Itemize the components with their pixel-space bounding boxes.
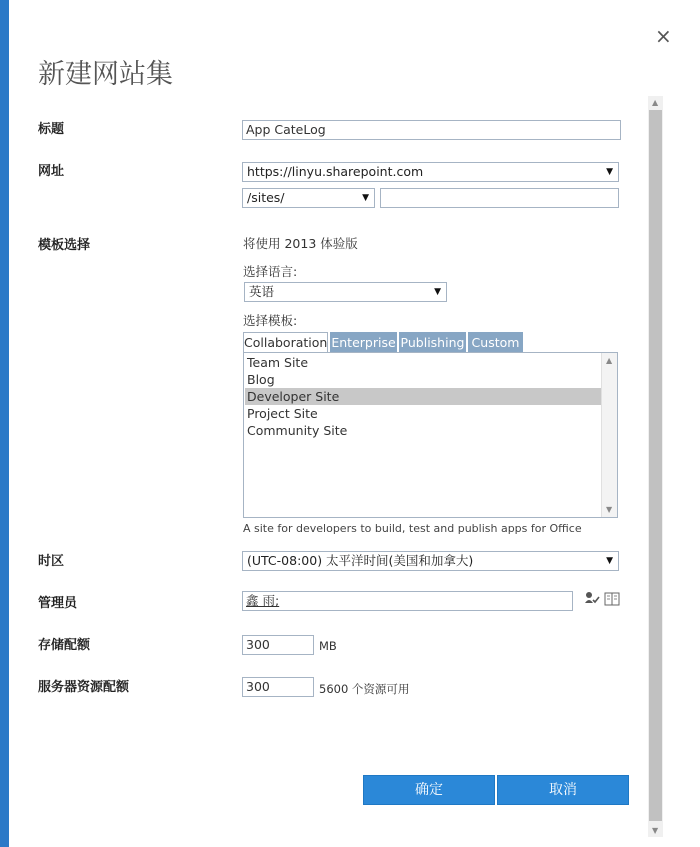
url-domain-value: https://linyu.sharepoint.com	[247, 164, 424, 179]
listbox-scrollbar[interactable]	[601, 353, 617, 517]
list-item[interactable]: Community Site	[247, 423, 348, 438]
resource-input[interactable]	[242, 677, 314, 697]
url-path-input[interactable]	[380, 188, 619, 208]
template-select-label: 选择模板:	[243, 313, 298, 328]
language-label: 选择语言:	[243, 264, 298, 279]
storage-input[interactable]	[242, 635, 314, 655]
admin-label: 管理员	[38, 596, 78, 611]
scroll-up-icon[interactable]: ▲	[606, 356, 613, 365]
template-label: 模板选择	[38, 238, 91, 253]
resource-note: 5600 个资源可用	[319, 682, 410, 696]
url-domain-select[interactable]	[242, 162, 619, 182]
language-select[interactable]	[244, 282, 447, 302]
timezone-value: (UTC-08:00) 太平洋时间(美国和加拿大)	[247, 553, 474, 568]
address-book-icon[interactable]	[604, 591, 620, 610]
tab-publishing[interactable]: Publishing	[399, 332, 466, 352]
accent-bar	[0, 0, 9, 847]
ok-button[interactable]: 确定	[363, 775, 495, 805]
tab-custom[interactable]: Custom	[468, 332, 523, 352]
chevron-down-icon: ▼	[606, 167, 613, 177]
title-input[interactable]	[242, 120, 621, 140]
url-label: 网址	[38, 164, 65, 179]
close-icon[interactable]: ×	[655, 24, 672, 48]
title-label: 标题	[38, 122, 65, 137]
timezone-label: 时区	[38, 554, 65, 569]
cancel-button[interactable]: 取消	[497, 775, 629, 805]
chevron-down-icon: ▼	[362, 193, 369, 203]
scroll-down-icon[interactable]: ▼	[606, 505, 613, 514]
list-item[interactable]: Project Site	[247, 406, 318, 421]
chevron-down-icon: ▼	[434, 287, 441, 297]
tab-collaboration[interactable]: Collaboration	[243, 332, 328, 353]
url-path-prefix-value: /sites/	[247, 190, 285, 205]
dialog-title: 新建网站集	[38, 59, 173, 90]
version-note: 将使用 2013 体验版	[243, 236, 358, 251]
list-item[interactable]: Developer Site	[245, 388, 602, 405]
storage-label: 存储配额	[38, 638, 91, 653]
scroll-thumb[interactable]	[649, 110, 662, 821]
list-item[interactable]: Blog	[247, 372, 275, 387]
admin-input[interactable]: 鑫 雨;	[242, 591, 573, 611]
scroll-up-icon[interactable]: ▲	[652, 98, 659, 107]
dialog-scrollbar[interactable]	[648, 96, 663, 837]
template-description: A site for developers to build, test and publish apps for Office	[243, 522, 582, 535]
storage-unit: MB	[319, 639, 337, 653]
timezone-select[interactable]	[242, 551, 619, 571]
resource-label: 服务器资源配额	[38, 680, 130, 695]
template-listbox[interactable]	[243, 352, 618, 518]
chevron-down-icon: ▼	[606, 556, 613, 566]
language-value: 英语	[249, 284, 275, 299]
url-path-prefix-select[interactable]	[242, 188, 375, 208]
tab-enterprise[interactable]: Enterprise	[330, 332, 397, 352]
scroll-down-icon[interactable]: ▼	[652, 826, 659, 835]
check-names-icon[interactable]	[584, 590, 600, 610]
list-item[interactable]: Team Site	[247, 355, 309, 370]
